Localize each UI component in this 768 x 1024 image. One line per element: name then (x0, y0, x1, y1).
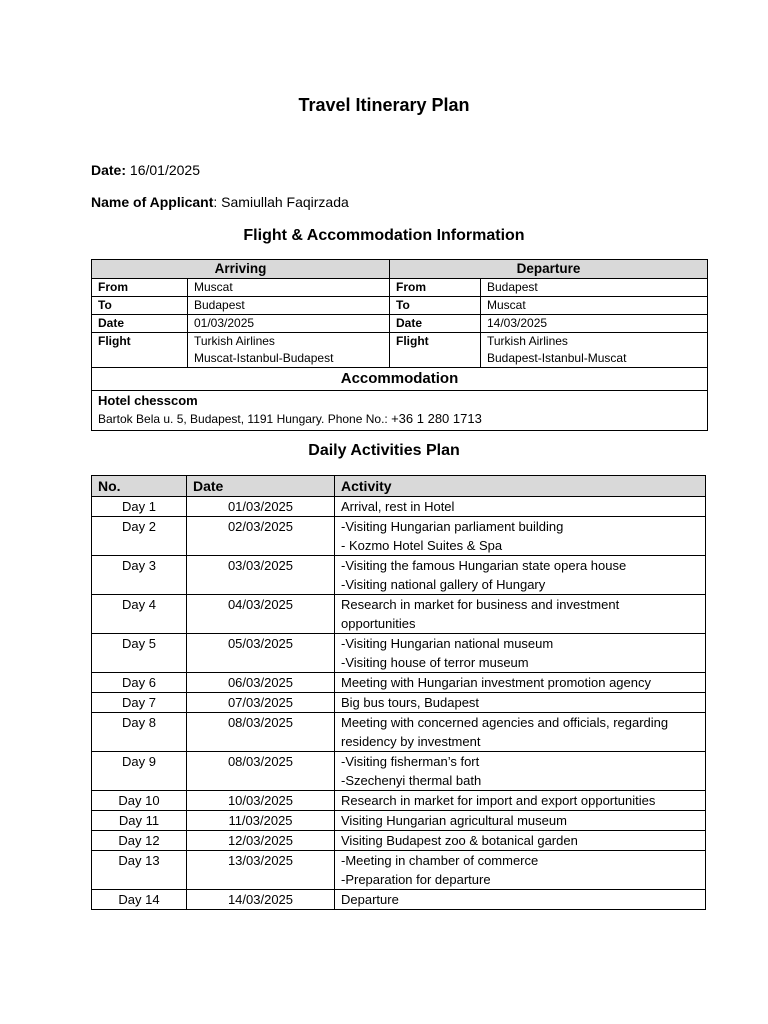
activity-date: 14/03/2025 (187, 890, 335, 910)
activity-description: Big bus tours, Budapest (335, 693, 706, 713)
applicant-label: Name of Applicant (91, 194, 214, 210)
hotel-name: Hotel chesscom (98, 393, 198, 408)
day-number: Day 5 (92, 634, 187, 673)
day-number: Day 12 (92, 831, 187, 851)
activity-row (92, 673, 706, 693)
activity-date: 13/03/2025 (187, 851, 335, 890)
activity-row (92, 890, 706, 910)
activity-row (92, 556, 706, 595)
departure-value: Budapest (481, 279, 708, 297)
daily-activities-table (91, 475, 706, 910)
departure-label: To (390, 297, 481, 315)
activity-row (92, 517, 706, 556)
arriving-header: Arriving (92, 260, 390, 279)
arriving-value: Muscat (188, 279, 390, 297)
departure-value: Turkish Airlines Budapest-Istanbul-Muscat (481, 333, 708, 368)
activity-description: Departure (335, 890, 706, 910)
arriving-label: Flight (92, 333, 188, 368)
activity-description: -Visiting fisherman’s fort -Szechenyi thermal bath (335, 752, 706, 791)
flight-row (92, 297, 708, 315)
activity-row (92, 497, 706, 517)
activities-section-title: Daily Activities Plan (308, 442, 460, 459)
hotel-address-line (98, 410, 701, 428)
activity-row (92, 791, 706, 811)
arriving-label: From (92, 279, 188, 297)
activity-date: 07/03/2025 (187, 693, 335, 713)
activity-description: Research in market for business and investment opportunities (335, 595, 706, 634)
activity-description: -Meeting in chamber of commerce -Preparation for departure (335, 851, 706, 890)
day-number: Day 11 (92, 811, 187, 831)
activity-date: 01/03/2025 (187, 497, 335, 517)
arriving-value: Budapest (188, 297, 390, 315)
arriving-value: Turkish Airlines Muscat-Istanbul-Budapest (188, 333, 390, 368)
day-number: Day 7 (92, 693, 187, 713)
activity-description: -Visiting Hungarian national museum -Visiting house of terror museum (335, 634, 706, 673)
activity-date: 05/03/2025 (187, 634, 335, 673)
day-number: Day 10 (92, 791, 187, 811)
flight-row (92, 279, 708, 297)
day-number: Day 6 (92, 673, 187, 693)
activity-date: 03/03/2025 (187, 556, 335, 595)
activity-date: 04/03/2025 (187, 595, 335, 634)
header-no: No. (92, 476, 187, 497)
date-label: Date: (91, 162, 127, 178)
activity-description: -Visiting Hungarian parliament building - Kozmo Hotel Suites & Spa (335, 517, 706, 556)
flight-row (92, 333, 708, 368)
arriving-label: Date (92, 315, 188, 333)
activity-row (92, 851, 706, 890)
departure-label: From (390, 279, 481, 297)
flight-row (92, 315, 708, 333)
activity-row (92, 752, 706, 791)
arriving-value: 01/03/2025 (188, 315, 390, 333)
day-number: Day 2 (92, 517, 187, 556)
activity-row (92, 634, 706, 673)
activity-description: Arrival, rest in Hotel (335, 497, 706, 517)
activity-date: 11/03/2025 (187, 811, 335, 831)
hotel-address: Bartok Bela u. 5, Budapest, 1191 Hungary. Phone No.: (98, 412, 392, 426)
document-title: Travel Itinerary Plan (298, 95, 470, 115)
departure-header: Departure (390, 260, 708, 279)
activity-row (92, 595, 706, 634)
hotel-info (92, 391, 708, 431)
activity-date: 10/03/2025 (187, 791, 335, 811)
hotel-phone: +36 1 280 1713 (391, 411, 482, 426)
header-activity: Activity (335, 476, 706, 497)
activity-rows (92, 497, 706, 910)
applicant-line (91, 194, 349, 210)
activity-description: Meeting with concerned agencies and officials, regarding residency by investment (335, 713, 706, 752)
departure-label: Date (390, 315, 481, 333)
activity-date: 12/03/2025 (187, 831, 335, 851)
accommodation-header: Accommodation (92, 368, 708, 391)
flight-section-title: Flight & Accommodation Information (243, 227, 525, 244)
date-line (91, 162, 200, 178)
day-number: Day 1 (92, 497, 187, 517)
applicant-value: : Samiullah Faqirzada (213, 194, 349, 210)
activity-description: Visiting Budapest zoo & botanical garden (335, 831, 706, 851)
day-number: Day 13 (92, 851, 187, 890)
day-number: Day 9 (92, 752, 187, 791)
activity-date: 02/03/2025 (187, 517, 335, 556)
flight-rows (92, 279, 708, 368)
arriving-label: To (92, 297, 188, 315)
departure-value: Muscat (481, 297, 708, 315)
departure-value: 14/03/2025 (481, 315, 708, 333)
day-number: Day 14 (92, 890, 187, 910)
date-value: 16/01/2025 (129, 162, 200, 178)
activity-date: 06/03/2025 (187, 673, 335, 693)
activity-description: Research in market for import and export opportunities (335, 791, 706, 811)
activity-date: 08/03/2025 (187, 713, 335, 752)
day-number: Day 8 (92, 713, 187, 752)
activity-row (92, 811, 706, 831)
activity-row (92, 693, 706, 713)
activity-description: -Visiting the famous Hungarian state opera house -Visiting national gallery of Hungary (335, 556, 706, 595)
day-number: Day 4 (92, 595, 187, 634)
activity-description: Visiting Hungarian agricultural museum (335, 811, 706, 831)
flight-accommodation-table (91, 259, 708, 431)
header-date: Date (187, 476, 335, 497)
day-number: Day 3 (92, 556, 187, 595)
activity-row (92, 713, 706, 752)
activity-date: 08/03/2025 (187, 752, 335, 791)
activity-row (92, 831, 706, 851)
activity-description: Meeting with Hungarian investment promotion agency (335, 673, 706, 693)
departure-label: Flight (390, 333, 481, 368)
